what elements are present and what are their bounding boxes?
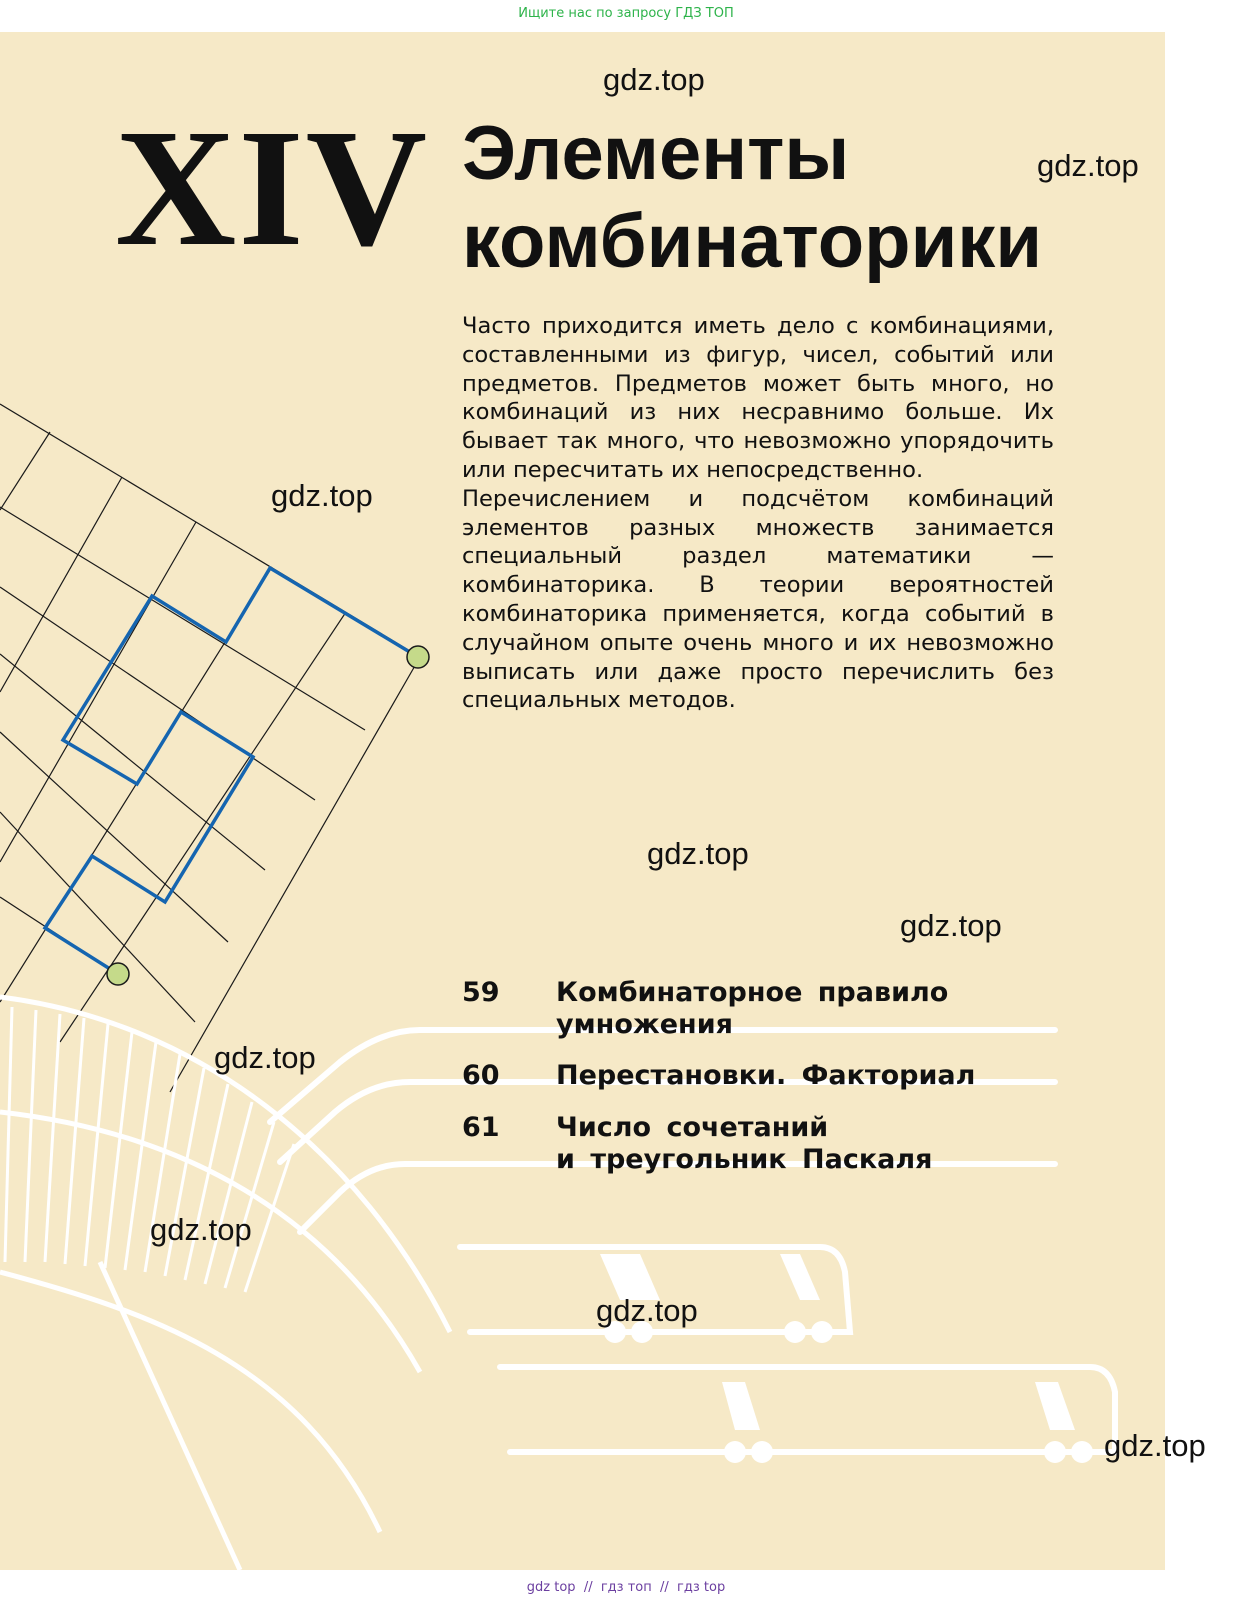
toc-item-title-line1: Перестановки. Факториал	[556, 1060, 976, 1091]
toc-item-number: 61	[462, 1112, 500, 1143]
watermark: gdz.top	[596, 1293, 698, 1328]
chapter-title-line2: комбинаторики	[462, 199, 1043, 284]
intro-paragraph-1: Часто приходится иметь дело с комбинациями, составленными из фигур, чисел, событий или предметов. Предметов может быть много, но комбинаций из них несравнимо больше. Их бывает так много, что невозможно упорядочить или пересчитать их непосредственно.	[462, 313, 1054, 483]
chapter-number: XIV	[115, 95, 430, 281]
chapter-title-line1: Элементы	[462, 111, 850, 196]
toc-item-title-line2: умножения	[556, 1009, 733, 1040]
toc-item-title-line2: и треугольник Паскаля	[556, 1144, 933, 1175]
lattice-path	[45, 568, 418, 974]
watermark: gdz.top	[603, 62, 705, 97]
watermark: gdz.top	[1104, 1428, 1206, 1463]
chapter-title	[462, 110, 1042, 286]
toc-item-title	[556, 1060, 1056, 1092]
intro-paragraph-2: Перечислением и подсчётом комбинаций элементов разных множеств занимается специальный раздел математики — комбинаторика. В теории вероятностей комбинаторика применяется, когда событий в случайном опыте очень много и их невозможно выписать или даже просто перечислить без специальных методов.	[462, 485, 1054, 714]
watermark: gdz.top	[647, 836, 749, 871]
footer-links[interactable]: gdz top // гдз топ // гдз top	[526, 1580, 726, 1595]
path-start-node	[107, 963, 129, 985]
watermark: gdz.top	[900, 908, 1002, 943]
path-end-node	[407, 646, 429, 668]
book-page	[0, 32, 1165, 1570]
toc-item-title-line1: Число сочетаний	[556, 1112, 829, 1143]
watermark: gdz.top	[1037, 148, 1139, 183]
watermark: gdz.top	[150, 1212, 252, 1247]
toc-item-title	[556, 1112, 1056, 1176]
toc-item-title-line1: Комбинаторное правило	[556, 977, 949, 1008]
toc-item-title	[556, 977, 1056, 1041]
toc-item-number: 59	[462, 977, 500, 1008]
chapter-intro	[462, 312, 1054, 715]
watermark: gdz.top	[214, 1040, 316, 1075]
toc-item-number: 60	[462, 1060, 500, 1091]
watermark: gdz.top	[271, 478, 373, 513]
top-banner: Ищите нас по запросу ГДЗ ТОП	[518, 6, 734, 21]
